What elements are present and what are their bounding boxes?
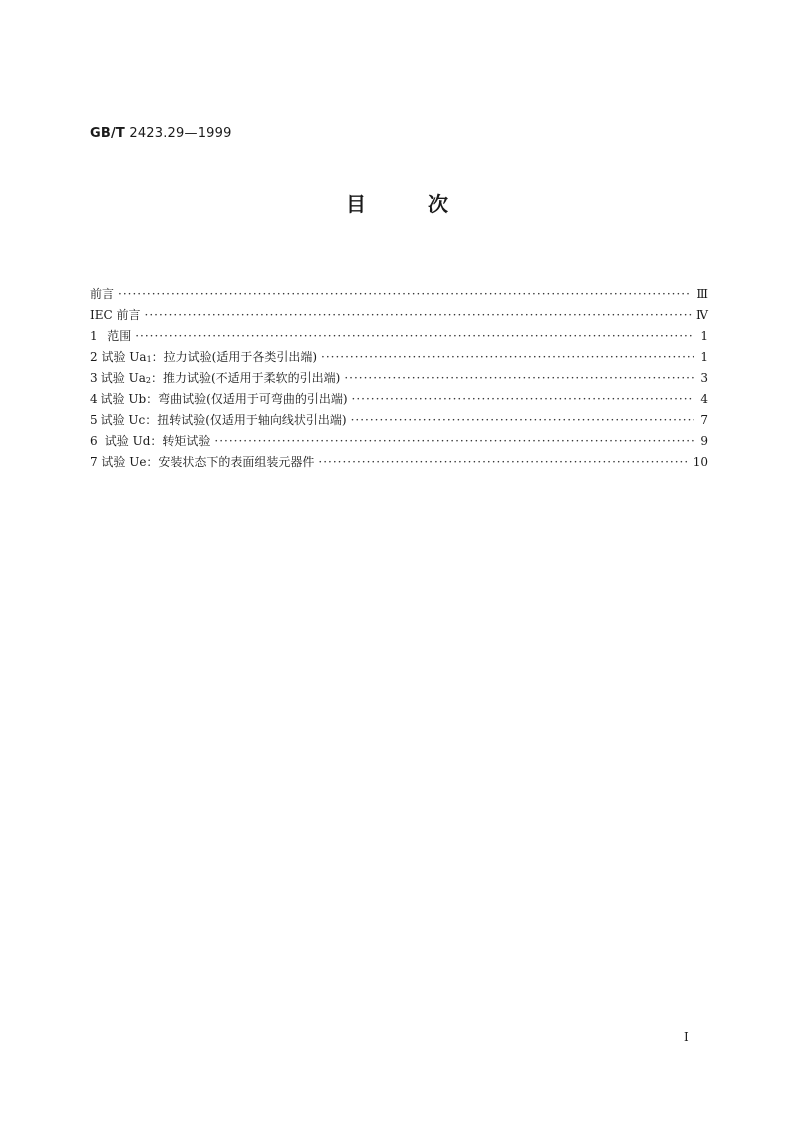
toc-number: 7 [90,455,98,469]
toc-leader [318,452,688,473]
toc-entry-5[interactable] [90,410,708,431]
standard-code [90,126,232,141]
toc-label: 试验 Uc：扭转试验(仅适用于轴向线状引出端) [100,413,347,427]
toc-leader [214,431,694,452]
toc-label: 试验 Ub：弯曲试验(仅适用于可弯曲的引出端) [100,392,348,406]
toc-label: IEC 前言 [90,308,141,322]
toc-entry-preface[interactable] [90,284,708,305]
toc-number: 1 [90,329,98,343]
toc-page: 4 [700,392,708,406]
toc-label: 试验 $Ua_1$：拉力试验(适用于各类引出端) [101,350,318,364]
standard-number: 2423.29—1999 [129,126,232,141]
toc-leader [351,410,694,431]
title-char-1: 目 [346,192,366,216]
toc-entry-3[interactable] [90,368,708,389]
toc-number: 4 [90,392,98,406]
toc-label: 试验 Ue：安装状态下的表面组装元器件 [101,455,315,469]
toc-label: 范围 [107,329,132,343]
toc-leader [352,389,694,410]
page-title [0,188,794,217]
toc-label: 试验 Ud：转矩试验 [104,434,211,448]
toc-number: 6 [90,434,98,448]
title-char-2: 次 [428,192,448,216]
toc-leader [118,284,692,305]
toc-leader [344,368,694,389]
toc-label: 前言 [90,287,115,301]
toc-leader [321,347,694,368]
toc-page: 1 [700,329,708,343]
toc-page: Ⅳ [696,308,708,322]
toc-entry-2[interactable] [90,347,708,368]
toc-entry-7[interactable] [90,452,708,473]
table-of-contents [90,284,708,473]
toc-page: 3 [700,371,708,385]
standard-prefix: GB/T [90,126,125,141]
toc-entry-6[interactable] [90,431,708,452]
toc-leader [135,326,694,347]
toc-page: 7 [700,413,708,427]
toc-number: 2 [90,350,98,364]
toc-leader [145,305,693,326]
toc-label: 试验 $Ua_2$：推力试验(不适用于柔软的引出端) [100,371,341,385]
toc-entry-1[interactable] [90,326,708,347]
toc-page: Ⅲ [696,287,708,301]
toc-entry-iec-preface[interactable] [90,305,708,326]
toc-page: 1 [700,350,708,364]
toc-entry-4[interactable] [90,389,708,410]
toc-page: 10 [692,455,708,469]
toc-number: 5 [90,413,98,427]
toc-number: 3 [90,371,98,385]
page-number: I [684,1030,689,1044]
toc-page: 9 [700,434,708,448]
